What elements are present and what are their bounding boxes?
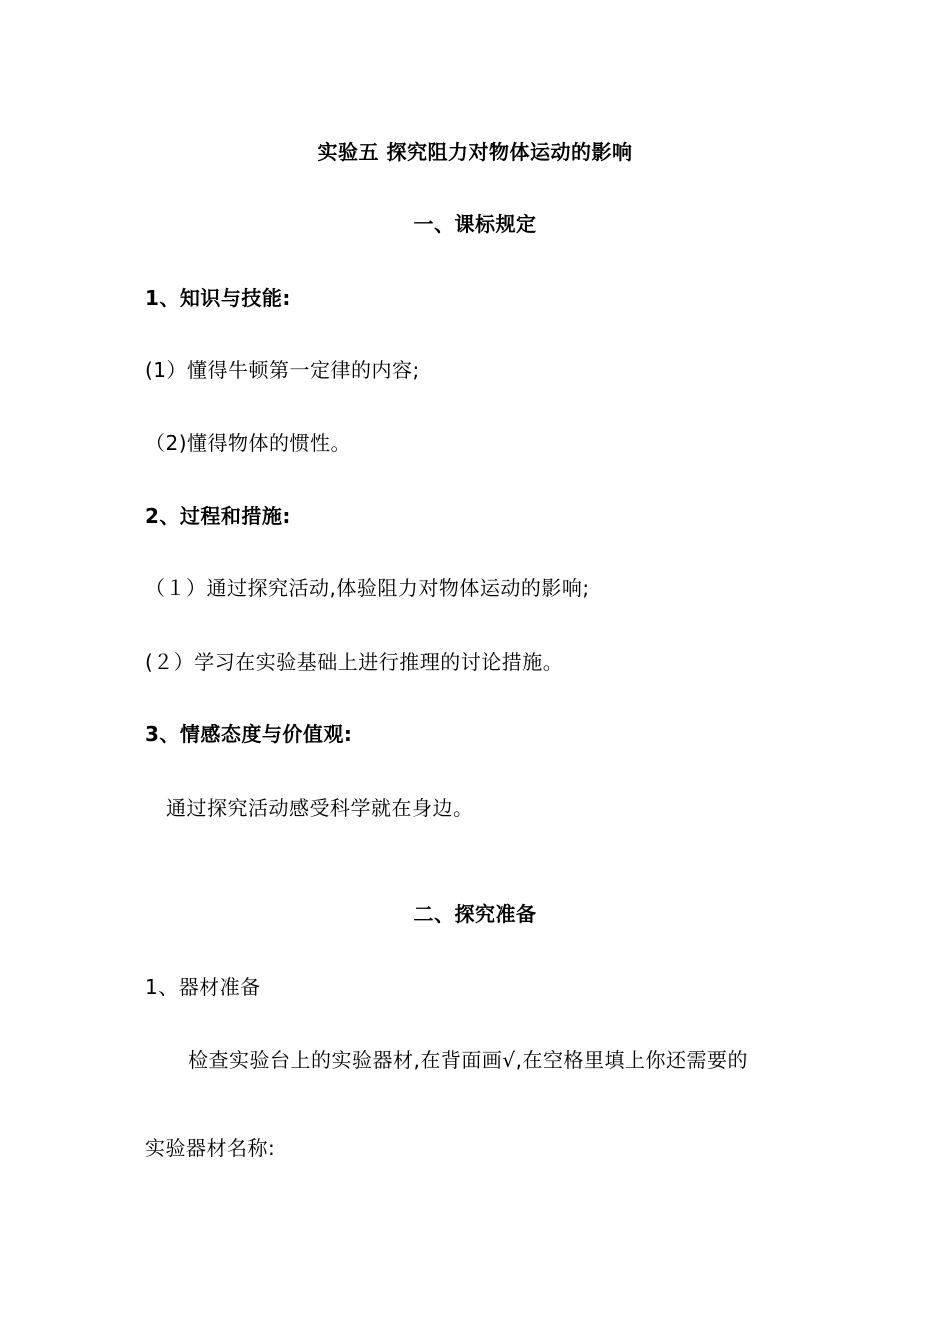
attitude-text: 通过探究活动感受科学就在身边。: [166, 796, 474, 820]
section-heading-curriculum: 一、课标规定: [413, 212, 537, 236]
document-title: 实验五 探究阻力对物体运动的影响: [317, 140, 633, 164]
equipment-paragraph-line-1: 检查实验台上的实验器材,在背面画√,在空格里填上你还需要的: [188, 1048, 748, 1072]
item-heading-equipment: 1、器材准备: [145, 975, 261, 999]
section-heading-preparation: 二、探究准备: [413, 902, 537, 926]
knowledge-item-2: （2)懂得物体的惯性。: [145, 431, 352, 455]
process-item-1: （１）通过探究活动,体验阻力对物体运动的影响;: [145, 576, 590, 600]
item-heading-process-methods: 2、过程和措施:: [145, 504, 291, 528]
item-heading-knowledge-skills: 1、知识与技能:: [145, 286, 291, 310]
equipment-paragraph-line-2: 实验器材名称:: [145, 1136, 276, 1160]
process-item-2: (２）学习在实验基础上进行推理的讨论措施。: [145, 650, 564, 674]
knowledge-item-1: (1）懂得牛顿第一定律的内容;: [145, 358, 420, 382]
item-heading-attitude-values: 3、情感态度与价值观:: [145, 722, 353, 746]
